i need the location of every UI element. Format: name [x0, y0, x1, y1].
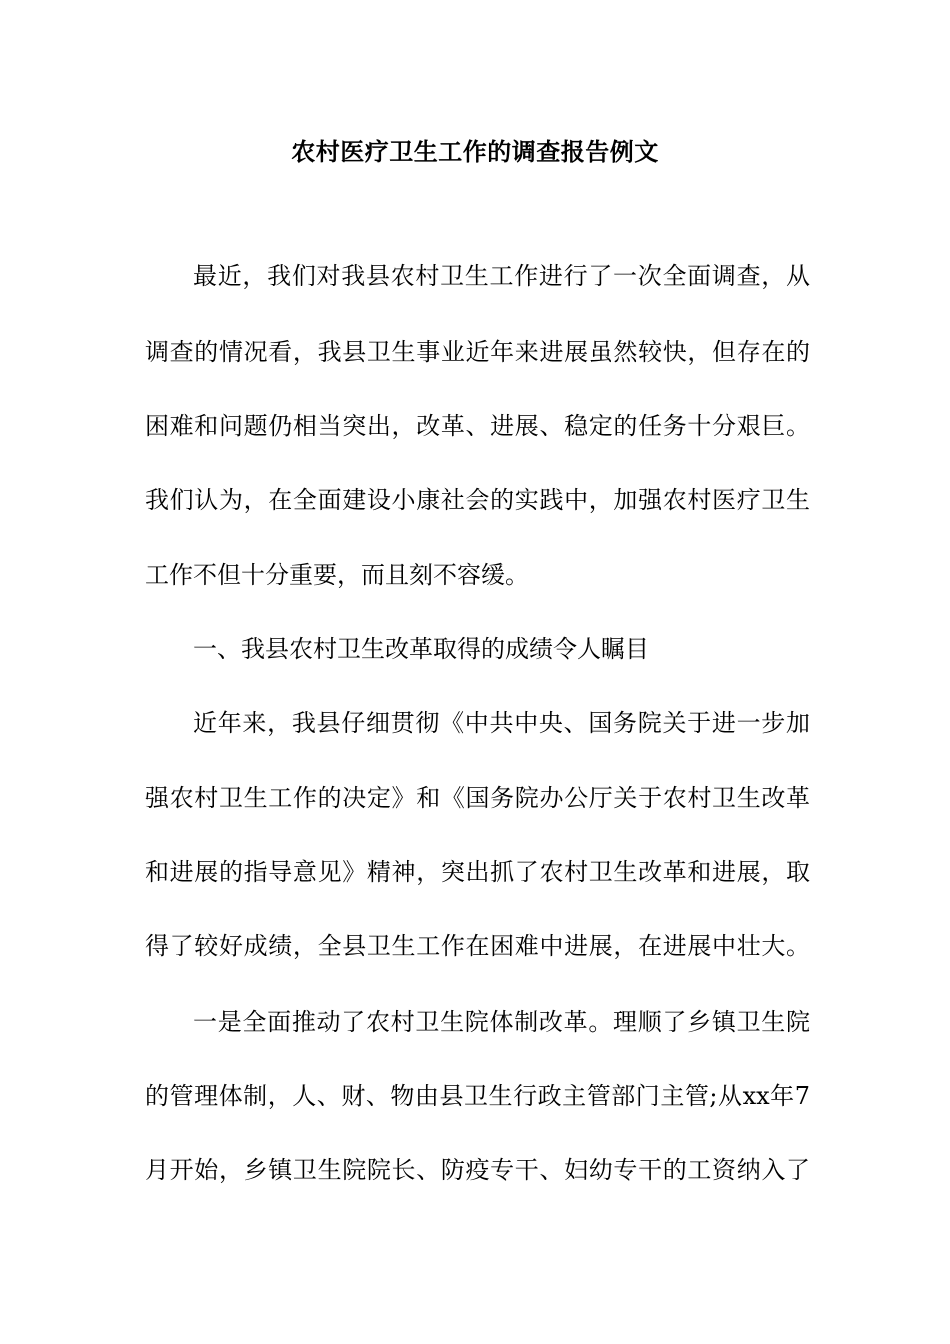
paragraph-line: 调查的情况看，我县卫生事业近年来进展虽然较快，但存在的 [145, 338, 810, 366]
paragraph-line: 最近，我们对我县农村卫生工作进行了一次全面调查，从 [193, 262, 810, 290]
paragraph-line: 强农村卫生工作的决定》和《国务院办公厅关于农村卫生改革 [145, 784, 810, 812]
paragraph-line: 一是全面推动了农村卫生院体制改革。理顺了乡镇卫生院 [193, 1008, 810, 1036]
paragraph-line: 工作不但十分重要，而且刻不容缓。 [145, 561, 529, 589]
document-title: 农村医疗卫生工作的调查报告例文 [291, 137, 659, 166]
paragraph-line: 我们认为，在全面建设小康社会的实践中，加强农村医疗卫生 [145, 486, 810, 514]
section-heading: 一、我县农村卫生改革取得的成绩令人瞩目 [193, 635, 649, 663]
paragraph-line: 的管理体制，人、财、物由县卫生行政主管部门主管;从xx年7 [145, 1082, 810, 1110]
paragraph-line: 和进展的指导意见》精神，突出抓了农村卫生改革和进展，取 [145, 858, 810, 886]
paragraph-line: 得了较好成绩，全县卫生工作在困难中进展，在进展中壮大。 [145, 932, 810, 960]
paragraph-line: 近年来，我县仔细贯彻《中共中央、国务院关于进一步加 [193, 709, 810, 737]
paragraph-line: 月开始，乡镇卫生院院长、防疫专干、妇幼专干的工资纳入了 [145, 1156, 810, 1184]
paragraph-line: 困难和问题仍相当突出，改革、进展、稳定的任务十分艰巨。 [145, 412, 810, 440]
